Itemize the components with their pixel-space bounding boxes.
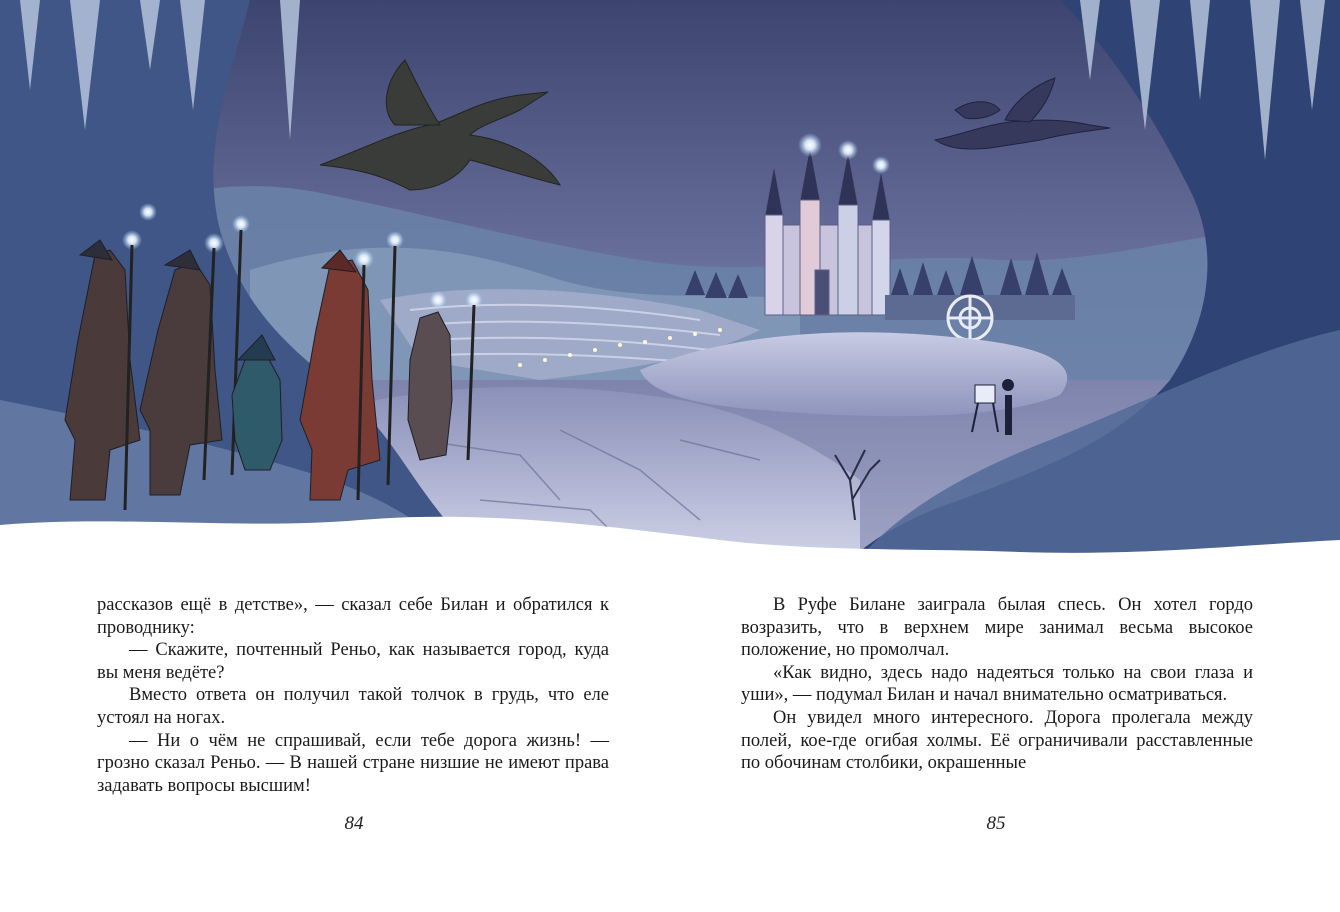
right-page-number: 85: [986, 813, 1006, 834]
left-page-text: [97, 594, 609, 797]
right-page-text: [741, 594, 1253, 775]
left-paragraph-1: рассказов ещё в детстве», — сказал себе Билан и обратился к проводнику:: [97, 595, 609, 638]
right-paragraph-3: Он увидел много интересного. Дорога пролегала между полей, кое-где огибая холмы. Её ограничивали расставленные по обочинам столбики, окрашенные: [741, 707, 1253, 774]
left-paragraph-2: — Скажите, почтенный Реньо, как называется город, куда вы меня ведёте?: [97, 640, 609, 683]
right-paragraph-1: В Руфе Билане заиграла былая спесь. Он хотел гордо возразить, что в верхнем мире занимал весьма высокое положение, но промолчал.: [741, 595, 1253, 661]
left-page-number: 84: [344, 813, 364, 834]
left-paragraph-4: — Ни о чём не спрашивай, если тебе дорога жизнь! — грозно сказал Реньо. — В нашей стране низшие не имеют права задавать вопросы высшим!: [97, 730, 609, 796]
left-paragraph-3: Вместо ответа он получил такой толчок в грудь, что еле устоял на ногах.: [97, 685, 609, 728]
right-paragraph-2: «Как видно, здесь надо надеяться только на свои глаза и уши», — подумал Билан и начал внимательно осматриваться.: [741, 662, 1253, 706]
water-wheel: [948, 296, 992, 340]
